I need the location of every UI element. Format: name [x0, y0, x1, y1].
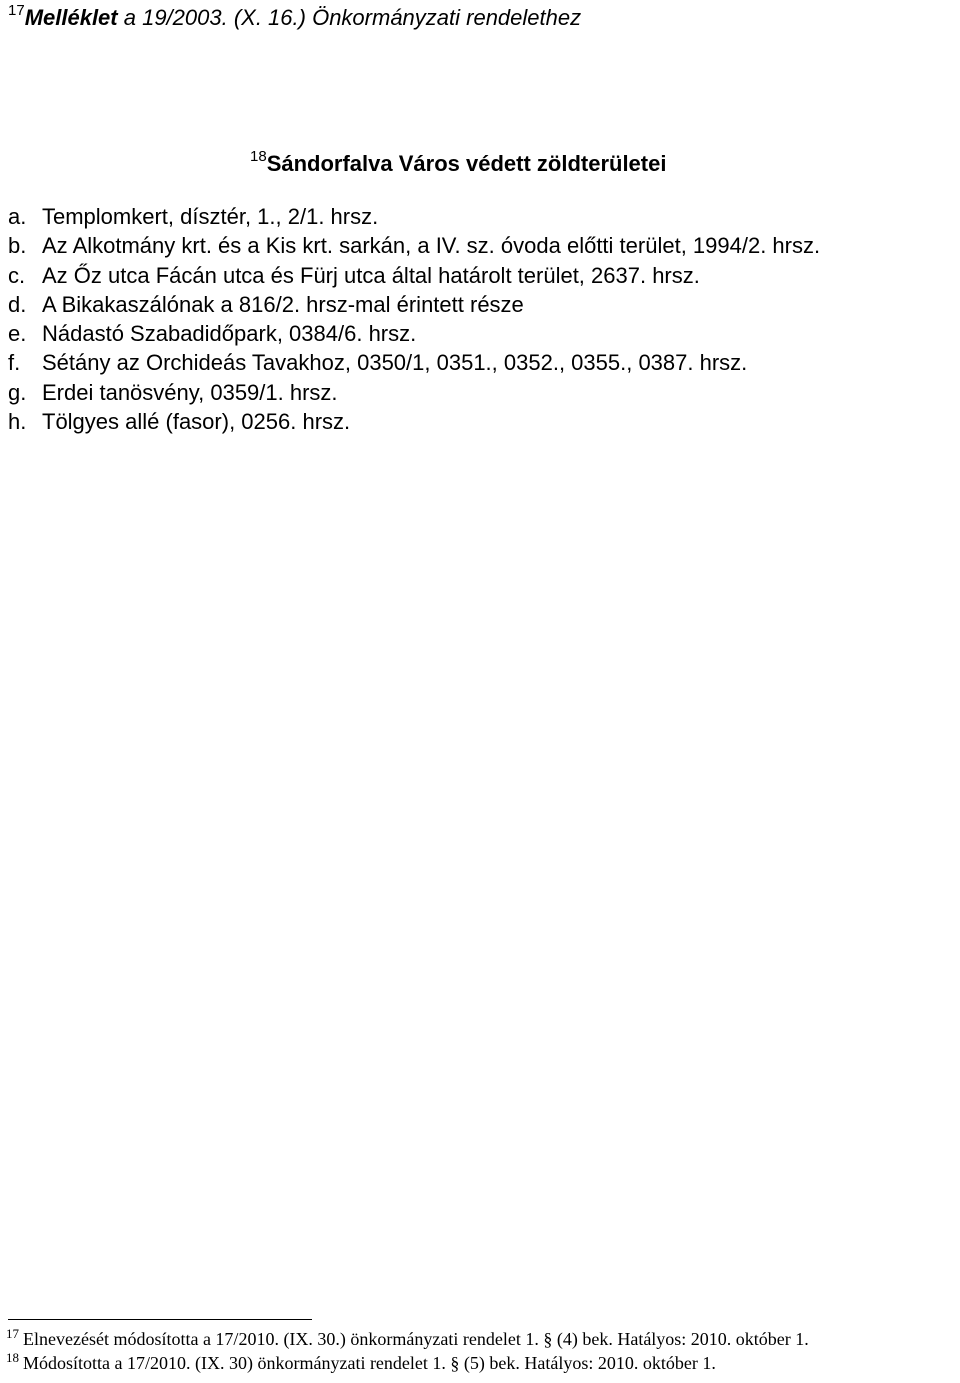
title-text: Sándorfalva Város védett zöldterületei	[266, 151, 667, 176]
list-item	[8, 202, 820, 231]
list-item-text: Nádastó Szabadidőpark, 0384/6. hrsz.	[42, 321, 417, 347]
list-item	[8, 348, 820, 377]
footnote	[6, 1327, 809, 1351]
list-marker: d.	[8, 291, 27, 317]
list-item-text: Tölgyes allé (fasor), 0256. hrsz.	[42, 409, 351, 435]
list-item-text: Templomkert, dísztér, 1., 2/1. hrsz.	[42, 204, 379, 229]
footnotes	[6, 1327, 809, 1375]
list-item	[8, 290, 820, 319]
list-item	[8, 231, 820, 260]
list-marker: b.	[8, 233, 27, 259]
list-marker: h.	[8, 409, 27, 435]
footnote-number: 17	[6, 1326, 19, 1341]
list-item	[8, 407, 820, 436]
header-decree-ref: a 19/2003. (X. 16.) Önkormányzati rendelethez	[117, 5, 582, 30]
list-marker: c.	[8, 262, 26, 288]
list-item-text: Sétány az Orchideás Tavakhoz, 0350/1, 0351., 0352., 0355., 0387. hrsz.	[42, 350, 748, 376]
header-footnote-ref: 17	[8, 2, 25, 19]
footnote-number: 18	[6, 1350, 19, 1365]
list-marker: f.	[8, 350, 21, 376]
list-item	[8, 261, 820, 290]
list-item-text: Erdei tanösvény, 0359/1. hrsz.	[42, 379, 338, 405]
list-item-text: A Bikakaszálónak a 816/2. hrsz-mal érintett része	[42, 291, 524, 317]
footnote	[6, 1351, 809, 1375]
list-marker: g.	[8, 379, 27, 405]
list-item-text: Az Őz utca Fácán utca és Fürj utca által határolt terület, 2637. hrsz.	[42, 262, 700, 288]
footnote-text: Módosította a 17/2010. (IX. 30) önkormányzati rendelet 1. § (5) bek. Hatályos: 2010. október 1.	[23, 1353, 716, 1373]
list-marker: a.	[8, 204, 27, 229]
green-area-list	[8, 202, 820, 436]
list-item-text: Az Alkotmány krt. és a Kis krt. sarkán, a IV. sz. óvoda előtti terület, 1994/2. hrsz.	[42, 233, 821, 259]
list-item	[8, 319, 820, 348]
page-title	[250, 150, 666, 181]
title-footnote-ref: 18	[250, 148, 267, 165]
page-header	[8, 4, 581, 35]
list-item	[8, 378, 820, 407]
list-marker: e.	[8, 321, 27, 347]
header-label: Melléklet	[24, 5, 118, 30]
footnote-separator	[8, 1319, 312, 1320]
footnote-text: Elnevezését módosította a 17/2010. (IX. 30.) önkormányzati rendelet 1. § (4) bek. Hatályos: 2010. október 1.	[23, 1329, 809, 1349]
